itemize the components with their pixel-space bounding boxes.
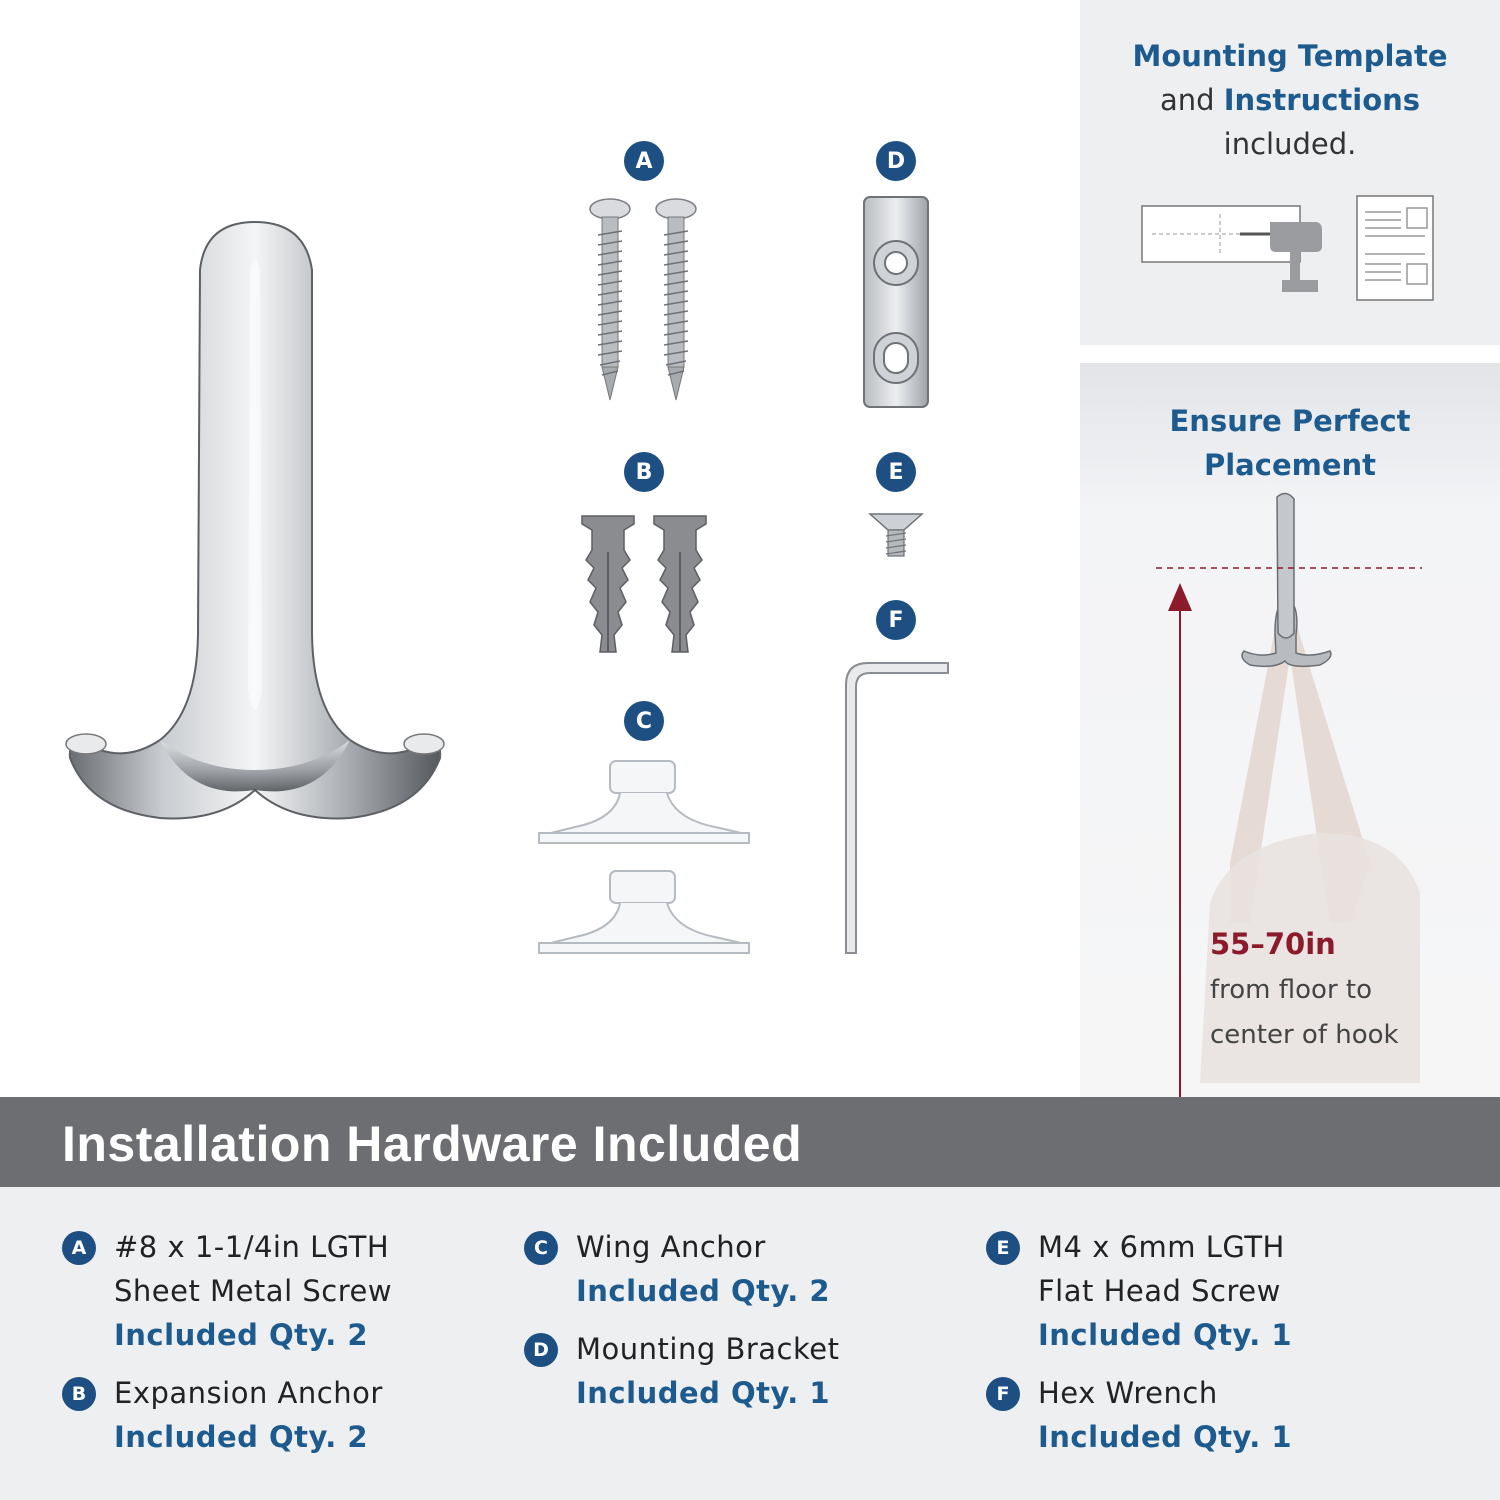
- legend-item-qty: Included Qty. 2: [576, 1274, 831, 1308]
- hanging-bag-illustration: [1080, 483, 1500, 1098]
- placement-desc-line1: from floor to: [1210, 975, 1373, 1005]
- legend-item-qty: Included Qty. 1: [1038, 1318, 1293, 1352]
- legend-item-label: Mounting Bracket: [576, 1332, 840, 1366]
- legend-item-qty: Included Qty. 1: [1038, 1420, 1293, 1454]
- placement-height: 55–70in: [1210, 927, 1336, 961]
- placement-panel: [1080, 363, 1500, 1098]
- double-hook-image: [50, 210, 460, 840]
- placement-title-line2: Placement: [1203, 448, 1377, 482]
- placement-desc-line2: center of hook: [1210, 1020, 1399, 1050]
- installation-banner: [0, 1097, 1500, 1187]
- legend-badge-f: F: [986, 1377, 1020, 1411]
- mounting-template-panel: [1080, 0, 1500, 345]
- instructions-document-icon: [1355, 194, 1435, 304]
- mounting-bracket-image: [858, 193, 934, 411]
- legend-badge-a: A: [62, 1231, 96, 1265]
- legend-badge-d: D: [524, 1333, 558, 1367]
- part-d-badge: D: [876, 141, 916, 181]
- part-b-badge: B: [624, 452, 664, 492]
- part-e-badge: E: [876, 452, 916, 492]
- hex-wrench-image: [838, 655, 953, 960]
- template-drill-icon: [1140, 200, 1325, 295]
- legend-item-qty: Included Qty. 2: [114, 1318, 369, 1352]
- part-f-badge: F: [876, 600, 916, 640]
- legend-item-qty: Included Qty. 2: [114, 1420, 369, 1454]
- legend-item-label: Flat Head Screw: [1038, 1274, 1281, 1308]
- legend-item-label: Expansion Anchor: [114, 1376, 383, 1410]
- sheet-metal-screw-image: [580, 195, 710, 405]
- expansion-anchor-image: [578, 510, 713, 660]
- legend-item-label: #8 x 1-1/4in LGTH: [114, 1230, 390, 1264]
- legend-item-label: Sheet Metal Screw: [114, 1274, 393, 1308]
- legend-badge-e: E: [986, 1231, 1020, 1265]
- template-title: Mounting Template: [1132, 39, 1448, 73]
- hardware-legend: [0, 1187, 1500, 1500]
- flat-head-screw-image: [866, 508, 926, 560]
- part-a-badge: A: [624, 141, 664, 181]
- template-included: included.: [1223, 127, 1357, 161]
- legend-badge-b: B: [62, 1377, 96, 1411]
- legend-item-label: Wing Anchor: [576, 1230, 766, 1264]
- part-c-badge: C: [624, 701, 664, 741]
- legend-item-label: M4 x 6mm LGTH: [1038, 1230, 1285, 1264]
- legend-item-qty: Included Qty. 1: [576, 1376, 831, 1410]
- wing-anchor-image: [535, 755, 755, 960]
- placement-title-line1: Ensure Perfect: [1169, 404, 1411, 438]
- template-subtitle: and Instructions: [1159, 83, 1421, 117]
- banner-title: Installation Hardware Included: [62, 1116, 803, 1172]
- legend-item-label: Hex Wrench: [1038, 1376, 1218, 1410]
- legend-badge-c: C: [524, 1231, 558, 1265]
